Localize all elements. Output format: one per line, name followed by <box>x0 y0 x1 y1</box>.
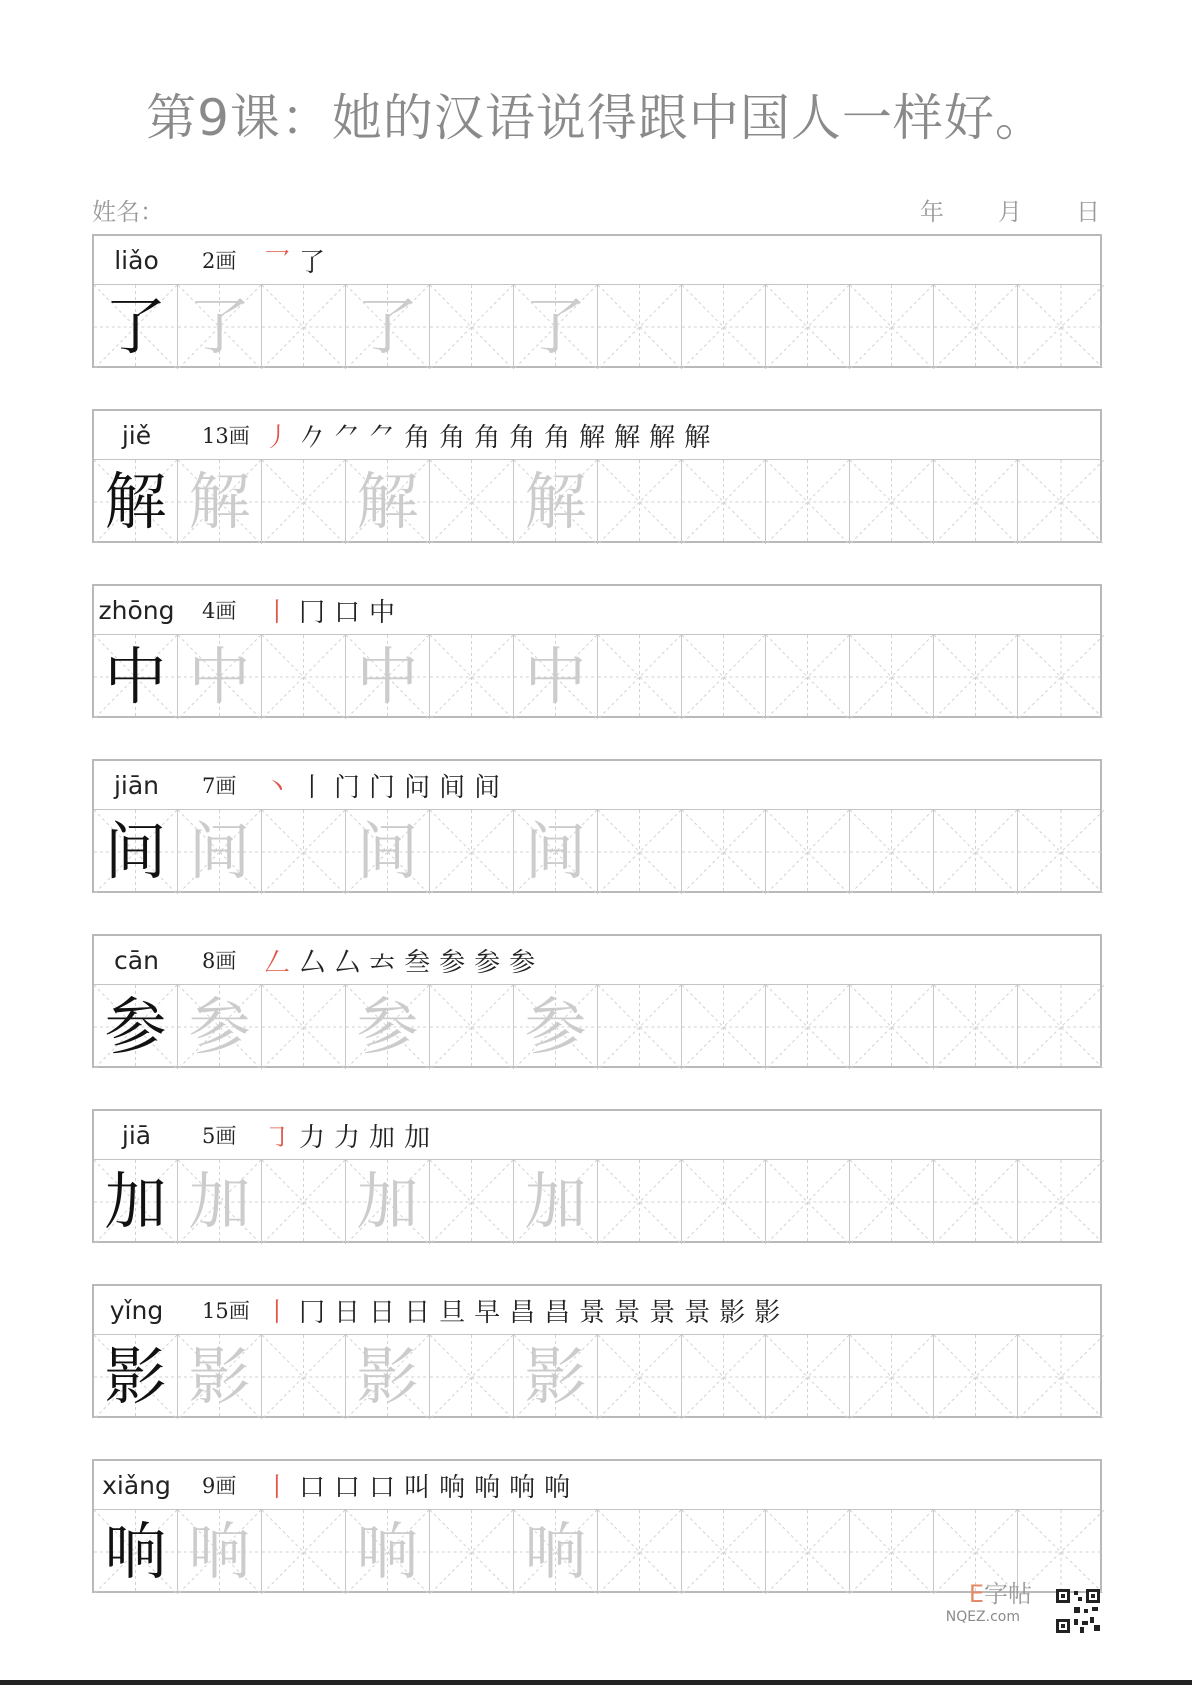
pinyin-label: jiān <box>113 770 160 800</box>
practice-grid <box>94 460 1100 544</box>
practice-cell[interactable] <box>850 460 934 544</box>
stroke-step: ⺈ <box>334 422 361 453</box>
trace-character: 影 <box>188 1340 251 1413</box>
practice-cell[interactable] <box>682 1160 766 1244</box>
stroke-sequence <box>264 242 325 279</box>
stroke-step: 解 <box>614 422 641 453</box>
pinyin-label: cān <box>114 945 159 975</box>
year-label: 年 <box>920 198 944 226</box>
practice-cell[interactable] <box>178 285 262 369</box>
practice-cell[interactable] <box>682 985 766 1069</box>
practice-cell[interactable] <box>514 1335 598 1419</box>
stroke-step: 丿 <box>264 422 291 453</box>
stroke-sequence <box>264 1467 570 1504</box>
stroke-step: 早 <box>474 1297 501 1328</box>
name-label: 姓名： <box>92 198 164 226</box>
trace-character: 间 <box>356 815 419 888</box>
day-label: 日 <box>1076 198 1100 226</box>
character-card <box>92 584 1102 718</box>
practice-cell[interactable] <box>346 1510 430 1594</box>
stroke-step: 参 <box>509 947 536 978</box>
stroke-step: 景 <box>614 1297 641 1328</box>
model-cell <box>94 810 178 894</box>
stroke-sequence <box>264 942 535 979</box>
model-cell <box>94 985 178 1069</box>
practice-cell[interactable] <box>1018 985 1104 1069</box>
practice-cell[interactable] <box>850 1160 934 1244</box>
stroke-step: 影 <box>719 1297 746 1328</box>
trace-character: 影 <box>524 1340 587 1413</box>
brand-url: NQEZ.com <box>945 1609 1020 1625</box>
practice-cell[interactable] <box>850 1335 934 1419</box>
character-card <box>92 1459 1102 1593</box>
stroke-step: 厶 <box>299 947 326 978</box>
practice-cell[interactable] <box>850 985 934 1069</box>
stroke-step: 丨 <box>264 597 291 628</box>
practice-cell[interactable] <box>682 810 766 894</box>
practice-cell[interactable] <box>262 285 346 369</box>
model-character: 中 <box>104 640 167 713</box>
stroke-step: 加 <box>369 1122 396 1153</box>
practice-cell[interactable] <box>346 1335 430 1419</box>
stroke-step: 响 <box>474 1472 501 1503</box>
practice-cell[interactable] <box>514 285 598 369</box>
stroke-step: 口 <box>299 1472 326 1503</box>
practice-cell[interactable] <box>850 635 934 719</box>
stroke-step: 日 <box>404 1297 431 1328</box>
practice-cell[interactable] <box>598 1160 682 1244</box>
practice-cell[interactable] <box>178 1335 262 1419</box>
practice-cell[interactable] <box>262 1510 346 1594</box>
practice-cell[interactable] <box>514 1510 598 1594</box>
practice-cell[interactable] <box>514 985 598 1069</box>
stroke-sequence <box>264 767 500 804</box>
practice-cell[interactable] <box>430 1160 514 1244</box>
stroke-step: 𠫓 <box>369 947 396 978</box>
model-character: 参 <box>104 990 167 1063</box>
trace-character: 响 <box>188 1515 251 1588</box>
stroke-step: 间 <box>439 772 466 803</box>
stroke-step: 中 <box>369 597 396 628</box>
practice-cell[interactable] <box>766 1160 850 1244</box>
stroke-step: 景 <box>684 1297 711 1328</box>
trace-character: 了 <box>188 290 251 363</box>
stroke-step: 参 <box>474 947 501 978</box>
practice-cell[interactable] <box>178 1160 262 1244</box>
practice-cell[interactable] <box>766 1335 850 1419</box>
practice-cell[interactable] <box>1018 1160 1104 1244</box>
stroke-step: 解 <box>579 422 606 453</box>
stroke-step: 响 <box>544 1472 571 1503</box>
practice-cell[interactable] <box>598 810 682 894</box>
trace-character: 加 <box>524 1165 587 1238</box>
practice-cell[interactable] <box>682 1510 766 1594</box>
date-fields <box>920 192 1100 227</box>
stroke-step: 响 <box>509 1472 536 1503</box>
practice-cell[interactable] <box>430 460 514 544</box>
model-cell <box>94 1335 178 1419</box>
stroke-step: 𠃋 <box>264 947 291 978</box>
stroke-step: 口 <box>334 1472 361 1503</box>
practice-cell[interactable] <box>766 1510 850 1594</box>
stroke-step: 昌 <box>544 1297 571 1328</box>
practice-cell[interactable] <box>262 985 346 1069</box>
practice-cell[interactable] <box>430 285 514 369</box>
stroke-step: 口 <box>334 597 361 628</box>
trace-character: 影 <box>356 1340 419 1413</box>
card-header <box>94 1286 1100 1335</box>
stroke-step: 响 <box>439 1472 466 1503</box>
practice-cell[interactable] <box>682 635 766 719</box>
practice-cell[interactable] <box>934 1160 1018 1244</box>
trace-character: 响 <box>524 1515 587 1588</box>
practice-cell[interactable] <box>346 810 430 894</box>
stroke-count: 13画 <box>202 424 250 448</box>
stroke-step: 𠂊 <box>299 422 326 453</box>
stroke-step: 力 <box>334 1122 361 1153</box>
practice-cell[interactable] <box>262 810 346 894</box>
practice-grid <box>94 810 1100 894</box>
practice-cell[interactable] <box>346 985 430 1069</box>
stroke-step: 旦 <box>439 1297 466 1328</box>
stroke-sequence <box>264 592 395 629</box>
practice-cell[interactable] <box>598 285 682 369</box>
practice-cell[interactable] <box>178 1510 262 1594</box>
practice-cell[interactable] <box>1018 635 1104 719</box>
stroke-step: 厶 <box>334 947 361 978</box>
character-card <box>92 1284 1102 1418</box>
practice-cell[interactable] <box>766 635 850 719</box>
trace-character: 了 <box>524 290 587 363</box>
stroke-step: 解 <box>649 422 676 453</box>
stroke-step: 角 <box>474 422 501 453</box>
practice-cell[interactable] <box>934 285 1018 369</box>
stroke-step: 加 <box>404 1122 431 1153</box>
practice-cell[interactable] <box>766 285 850 369</box>
stroke-count: 8画 <box>202 949 237 973</box>
trace-character: 间 <box>188 815 251 888</box>
trace-character: 解 <box>188 465 251 538</box>
month-label: 月 <box>998 198 1022 226</box>
pinyin-label: yǐng <box>109 1295 164 1325</box>
practice-cell[interactable] <box>514 810 598 894</box>
practice-cell[interactable] <box>598 460 682 544</box>
practice-cell[interactable] <box>346 635 430 719</box>
stroke-step: 景 <box>579 1297 606 1328</box>
stroke-count: 9画 <box>202 1474 237 1498</box>
practice-cell[interactable] <box>934 460 1018 544</box>
model-character: 影 <box>104 1340 167 1413</box>
stroke-step: 口 <box>369 1472 396 1503</box>
character-card <box>92 234 1102 368</box>
stroke-step: 门 <box>334 772 361 803</box>
practice-cell[interactable] <box>178 985 262 1069</box>
model-cell <box>94 1510 178 1594</box>
stroke-count: 7画 <box>202 774 237 798</box>
stroke-step: 丨 <box>264 1297 291 1328</box>
practice-cell[interactable] <box>178 460 262 544</box>
stroke-step: 角 <box>439 422 466 453</box>
practice-cell[interactable] <box>430 810 514 894</box>
stroke-step: 参 <box>439 947 466 978</box>
stroke-step: 问 <box>404 772 431 803</box>
trace-character: 参 <box>524 990 587 1063</box>
stroke-step: 丶 <box>264 772 291 803</box>
practice-grid <box>94 985 1100 1069</box>
trace-character: 解 <box>356 465 419 538</box>
character-card <box>92 1109 1102 1243</box>
stroke-sequence <box>264 1117 430 1154</box>
model-character: 解 <box>104 465 167 538</box>
trace-character: 参 <box>188 990 251 1063</box>
stroke-step: ⺈ <box>369 422 396 453</box>
practice-cell[interactable] <box>598 635 682 719</box>
footer-rule <box>0 1680 1192 1685</box>
practice-cell[interactable] <box>850 810 934 894</box>
qr-code-icon <box>1056 1589 1100 1633</box>
practice-cell[interactable] <box>1018 1335 1104 1419</box>
pinyin-label: liǎo <box>114 245 159 275</box>
stroke-step: 力 <box>299 1122 326 1153</box>
trace-character: 中 <box>524 640 587 713</box>
practice-cell[interactable] <box>262 1160 346 1244</box>
stroke-step: 日 <box>369 1297 396 1328</box>
character-card <box>92 409 1102 543</box>
practice-grid <box>94 1335 1100 1419</box>
trace-character: 解 <box>524 465 587 538</box>
stroke-step: 景 <box>649 1297 676 1328</box>
card-header <box>94 411 1100 460</box>
practice-cell[interactable] <box>262 460 346 544</box>
trace-character: 加 <box>188 1165 251 1238</box>
stroke-step: 日 <box>334 1297 361 1328</box>
stroke-step: 角 <box>544 422 571 453</box>
practice-cell[interactable] <box>850 1510 934 1594</box>
practice-cell[interactable] <box>178 635 262 719</box>
practice-cell[interactable] <box>430 1510 514 1594</box>
practice-cell[interactable] <box>346 285 430 369</box>
brand-logo: E字帖 <box>968 1580 1032 1608</box>
stroke-step: 乛 <box>264 247 291 278</box>
stroke-step: 间 <box>474 772 501 803</box>
practice-cell[interactable] <box>430 1335 514 1419</box>
practice-cell[interactable] <box>766 810 850 894</box>
stroke-count: 4画 <box>202 599 237 623</box>
pinyin-label: zhōng <box>98 595 175 625</box>
card-header <box>94 936 1100 985</box>
stroke-step: 叁 <box>404 947 431 978</box>
stroke-step: ㇆ <box>264 1122 291 1153</box>
practice-cell[interactable] <box>934 810 1018 894</box>
page-title: 第9课：她的汉语说得跟中国人一样好。 <box>146 89 1046 147</box>
practice-cell[interactable] <box>346 1160 430 1244</box>
practice-cell[interactable] <box>262 635 346 719</box>
stroke-step: 叫 <box>404 1472 431 1503</box>
practice-cell[interactable] <box>514 1160 598 1244</box>
model-character: 加 <box>104 1165 167 1238</box>
practice-cell[interactable] <box>682 460 766 544</box>
stroke-step: 门 <box>369 772 396 803</box>
practice-cell[interactable] <box>598 985 682 1069</box>
trace-character: 中 <box>356 640 419 713</box>
pinyin-label: jiě <box>121 420 152 450</box>
card-header <box>94 761 1100 810</box>
character-card <box>92 934 1102 1068</box>
practice-cell[interactable] <box>682 285 766 369</box>
stroke-sequence <box>264 1292 780 1329</box>
practice-cell[interactable] <box>766 985 850 1069</box>
stroke-step: 解 <box>684 422 711 453</box>
model-cell <box>94 635 178 719</box>
practice-cell[interactable] <box>934 985 1018 1069</box>
practice-cell[interactable] <box>850 285 934 369</box>
trace-character: 间 <box>524 815 587 888</box>
practice-cell[interactable] <box>598 1335 682 1419</box>
stroke-step: 角 <box>404 422 431 453</box>
stroke-step: 影 <box>754 1297 781 1328</box>
card-header <box>94 1111 1100 1160</box>
model-character: 了 <box>104 290 167 363</box>
stroke-count: 5画 <box>202 1124 237 1148</box>
practice-cell[interactable] <box>430 985 514 1069</box>
practice-cell[interactable] <box>262 1335 346 1419</box>
practice-cell[interactable] <box>346 460 430 544</box>
practice-cell[interactable] <box>598 1510 682 1594</box>
practice-cell[interactable] <box>1018 810 1104 894</box>
trace-character: 中 <box>188 640 251 713</box>
stroke-sequence <box>264 417 710 454</box>
stroke-count: 2画 <box>202 249 237 273</box>
model-cell <box>94 285 178 369</box>
card-header <box>94 586 1100 635</box>
practice-cell[interactable] <box>1018 285 1104 369</box>
practice-cell[interactable] <box>934 1335 1018 1419</box>
practice-cell[interactable] <box>934 635 1018 719</box>
model-character: 响 <box>104 1515 167 1588</box>
practice-grid <box>94 635 1100 719</box>
practice-cell[interactable] <box>514 460 598 544</box>
stroke-step: 冂 <box>299 1297 326 1328</box>
practice-cell[interactable] <box>682 1335 766 1419</box>
practice-cell[interactable] <box>178 810 262 894</box>
stroke-step: 昌 <box>509 1297 536 1328</box>
practice-grid <box>94 1510 1100 1594</box>
pinyin-label: xiǎng <box>102 1470 171 1500</box>
model-character: 间 <box>104 815 167 888</box>
character-card <box>92 759 1102 893</box>
practice-cell[interactable] <box>1018 460 1104 544</box>
card-header <box>94 1461 1100 1510</box>
stroke-step: 丨 <box>264 1472 291 1503</box>
stroke-count: 15画 <box>202 1299 250 1323</box>
trace-character: 了 <box>356 290 419 363</box>
stroke-step: 丨 <box>299 772 326 803</box>
trace-character: 加 <box>356 1165 419 1238</box>
practice-grid <box>94 285 1100 369</box>
model-cell <box>94 460 178 544</box>
stroke-step: 角 <box>509 422 536 453</box>
practice-cell[interactable] <box>430 635 514 719</box>
trace-character: 响 <box>356 1515 419 1588</box>
practice-cell[interactable] <box>514 635 598 719</box>
stroke-step: 了 <box>299 247 326 278</box>
stroke-step: 冂 <box>299 597 326 628</box>
pinyin-label: jiā <box>121 1120 152 1150</box>
card-header <box>94 236 1100 285</box>
trace-character: 参 <box>356 990 419 1063</box>
model-cell <box>94 1160 178 1244</box>
practice-cards <box>92 234 1102 1634</box>
practice-grid <box>94 1160 1100 1244</box>
practice-cell[interactable] <box>766 460 850 544</box>
